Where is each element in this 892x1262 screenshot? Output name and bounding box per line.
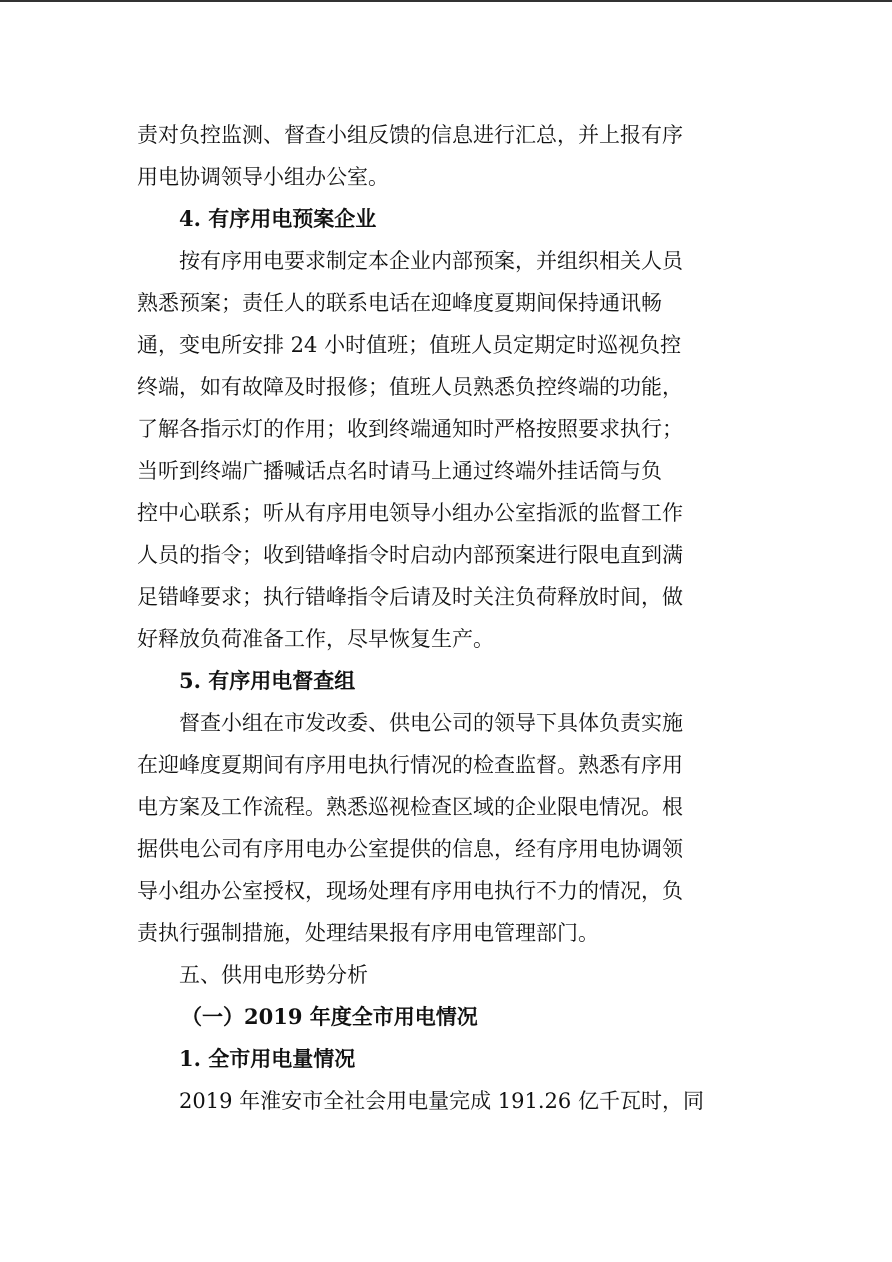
paragraph-first-line: 2019 年淮安市全社会用电量完成 191.26 亿千瓦时，同 (179, 1089, 704, 1113)
body-line: 了解各指示灯的作用；收到终端通知时严格按照要求执行； (137, 417, 683, 441)
body-line: 通，变电所安排 24 小时值班；值班人员定期定时巡视负控 (137, 333, 682, 357)
document-page (137, 114, 749, 1122)
body-line: 在迎峰度夏期间有序用电执行情况的检查监督。熟悉有序用 (137, 753, 683, 777)
subsection-heading-2019-usage: （一）2019 年度全市用电情况 (181, 1004, 478, 1029)
body-line: 据供电公司有序用电办公室提供的信息，经有序用电协调领 (137, 837, 683, 861)
body-line: 电方案及工作流程。熟悉巡视检查区域的企业限电情况。根 (137, 795, 683, 819)
body-line: 熟悉预案；责任人的联系电话在迎峰度夏期间保持通讯畅 (137, 291, 662, 315)
body-line: 足错峰要求；执行错峰指令后请及时关注负荷释放时间，做 (137, 585, 683, 609)
paragraph-first-line: 督查小组在市发改委、供电公司的领导下具体负责实施 (179, 711, 683, 735)
section-heading-supply-analysis: 五、供用电形势分析 (179, 963, 368, 987)
body-line: 人员的指令；收到错峰指令时启动内部预案进行限电直到满 (137, 543, 683, 567)
body-line: 责对负控监测、督查小组反馈的信息进行汇总，并上报有序 (137, 123, 683, 147)
page-top-border (0, 0, 892, 2)
body-line: 终端，如有故障及时报修；值班人员熟悉负控终端的功能， (137, 375, 683, 399)
heading-city-consumption: 1. 全市用电量情况 (179, 1046, 356, 1071)
body-line: 好释放负荷准备工作，尽早恢复生产。 (137, 627, 494, 651)
body-line: 用电协调领导小组办公室。 (137, 165, 389, 189)
paragraph-first-line: 按有序用电要求制定本企业内部预案，并组织相关人员 (179, 249, 683, 273)
heading-supervision-group: 5. 有序用电督查组 (179, 668, 356, 693)
body-line: 导小组办公室授权，现场处理有序用电执行不力的情况，负 (137, 879, 683, 903)
body-line: 当听到终端广播喊话点名时请马上通过终端外挂话筒与负 (137, 459, 662, 483)
body-line: 责执行强制措施，处理结果报有序用电管理部门。 (137, 921, 599, 945)
heading-ordered-power-enterprise: 4. 有序用电预案企业 (179, 206, 377, 231)
body-line: 控中心联系；听从有序用电领导小组办公室指派的监督工作 (137, 501, 683, 525)
